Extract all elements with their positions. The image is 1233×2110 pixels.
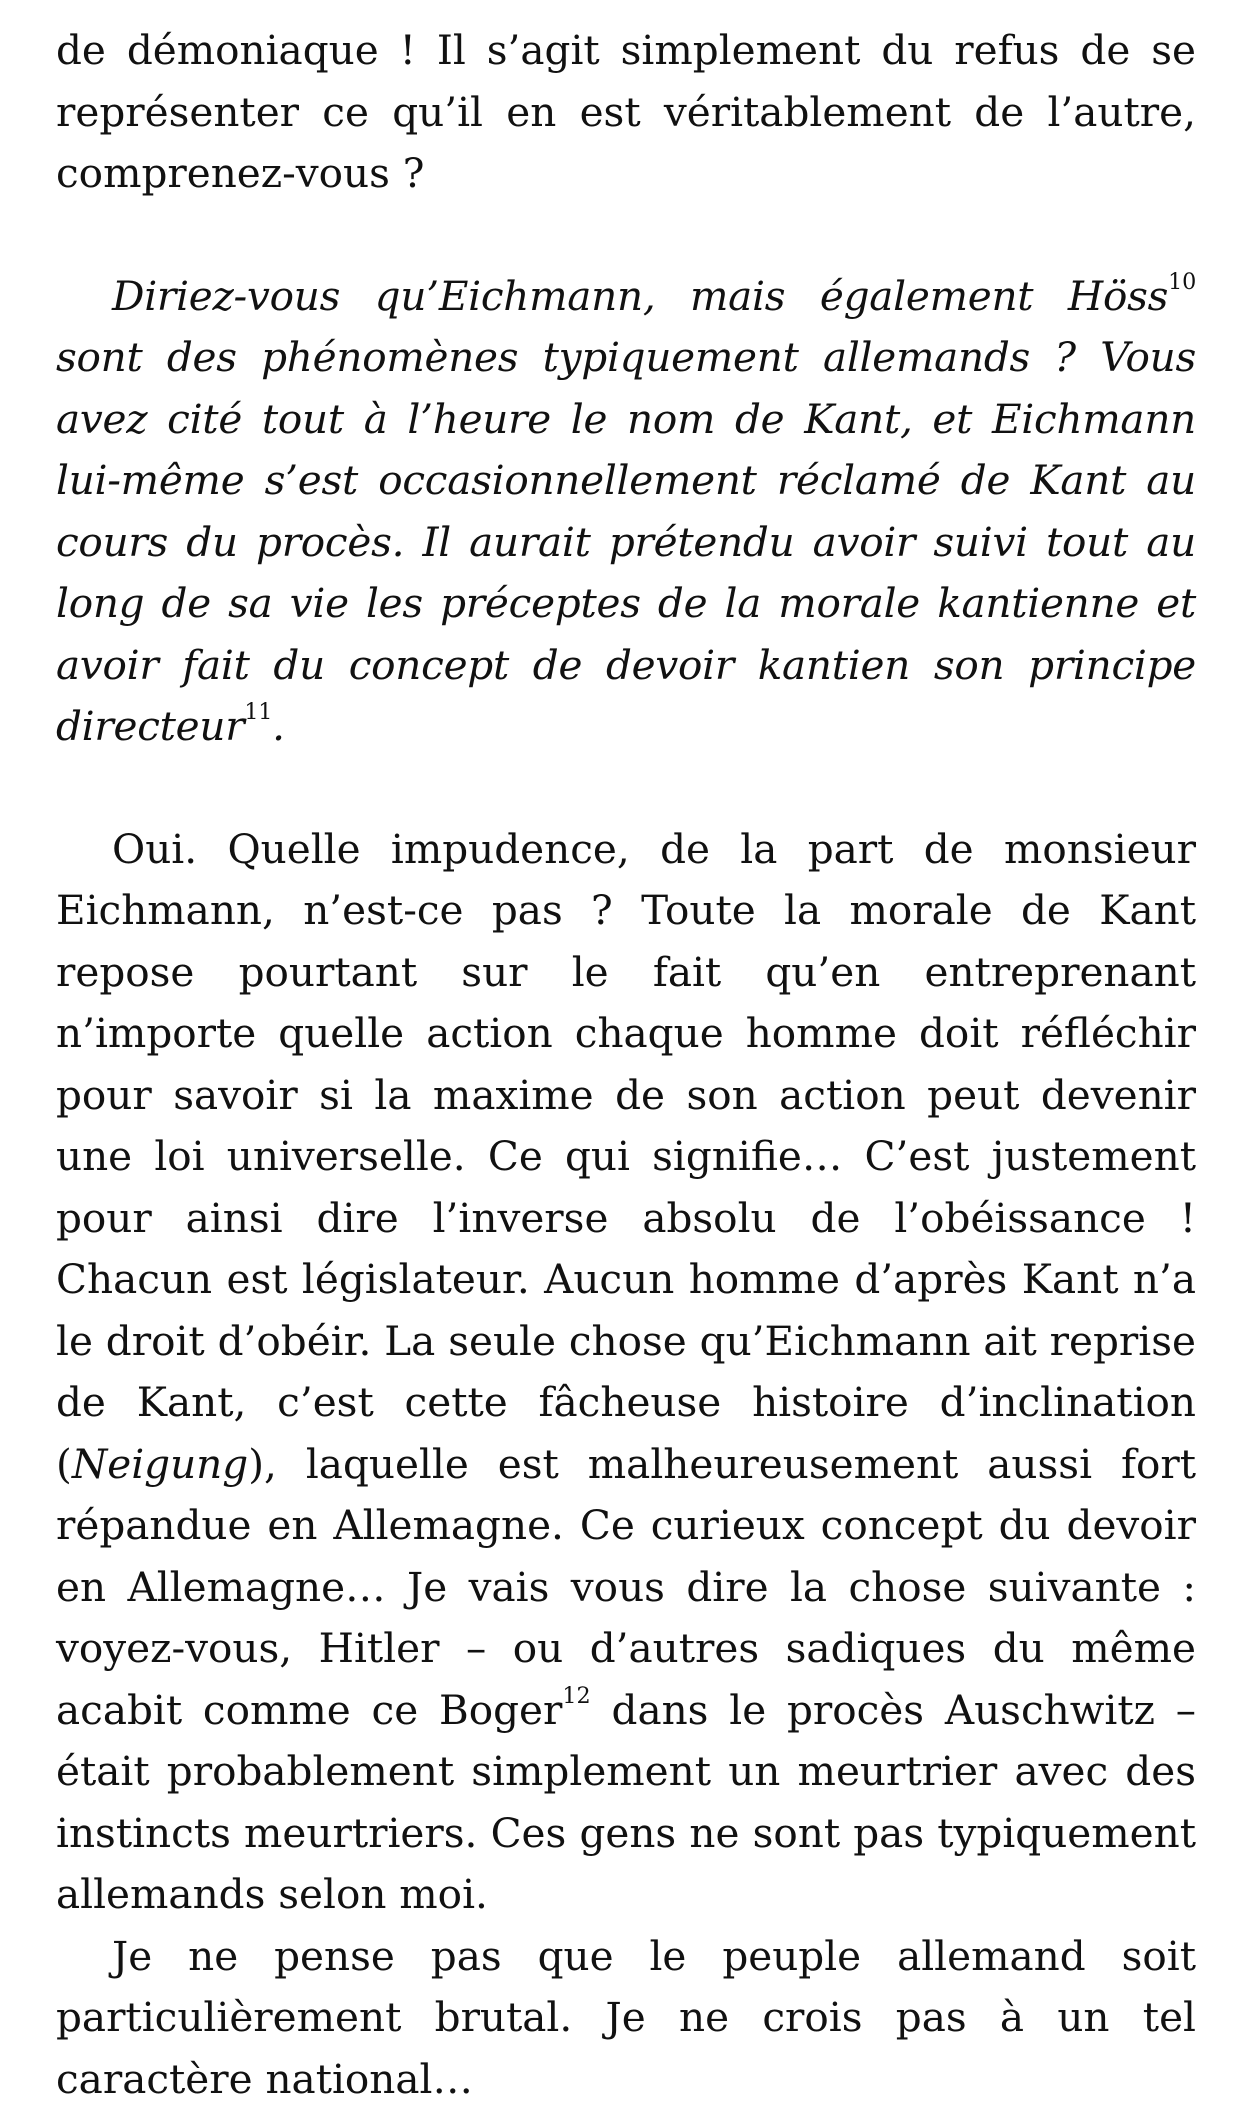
intro-paragraph: de démoniaque ! Il s’agit simplement du refus de se représenter ce qu’il en est véritablement de l’autre, comprenez-vous ?: [56, 20, 1196, 205]
answer-1-text-part-2: ), laquelle est malheureusement aussi fort répandue en Allemagne. Ce curieux concept du devoir en Allemagne… Je vais vous dire la chose suivante : voyez-vous, Hitler – ou d’autres sadiques du même acabit comme ce Boger: [56, 1440, 1196, 1734]
answer-1-text-part-3: dans le procès Auschwitz – était probablement simplement un meurtrier avec des instincts meurtriers. Ces gens ne sont pas typiquement allemands selon moi.: [56, 1686, 1196, 1919]
question-text-part-2: sont des phénomènes typiquement allemands ? Vous avez cité tout à l’heure le nom de Kant, et Eichmann lui-même s’est occasionnellement réclamé de Kant au cours du procès. Il aurait prétendu avoir suivi tout au long de sa vie les préceptes de la morale kantienne et avoir fait du concept de devoir kantien son principe directeur: [56, 333, 1196, 750]
answer-paragraph-2: Je ne pense pas que le peuple allemand soit particulièrement brutal. Je ne crois pas à un tel caractère national…: [56, 1926, 1196, 2110]
interviewer-question: [56, 266, 1196, 758]
answer-1-text-part-1: Oui. Quelle impudence, de la part de monsieur Eichmann, n’est-ce pas ? Toute la morale de Kant repose pourtant sur le fait qu’en entreprenant n’importe quelle action chaque homme doit réfléchir pour savoir si la maxime de son action peut devenir une loi universelle. Ce qui signifie… C’est justement pour ainsi dire l’inverse absolu de l’obéissance ! Chacun est législateur. Aucun homme d’après Kant n’a le droit d’obéir. La seule chose qu’Eichmann ait reprise de Kant, c’est cette fâcheuse histoire d’inclination (: [56, 825, 1196, 1488]
german-term: Neigung: [72, 1440, 248, 1488]
footnote-ref-10: 10: [1168, 268, 1196, 294]
question-text-end: .: [272, 702, 285, 750]
answer-paragraph-1: [56, 819, 1196, 1926]
footnote-ref-12: 12: [562, 1682, 590, 1708]
page-text: [56, 20, 1196, 2110]
question-text-part-1: Diriez-vous qu’Eichmann, mais également Höss: [112, 272, 1168, 320]
footnote-ref-11: 11: [244, 699, 272, 725]
